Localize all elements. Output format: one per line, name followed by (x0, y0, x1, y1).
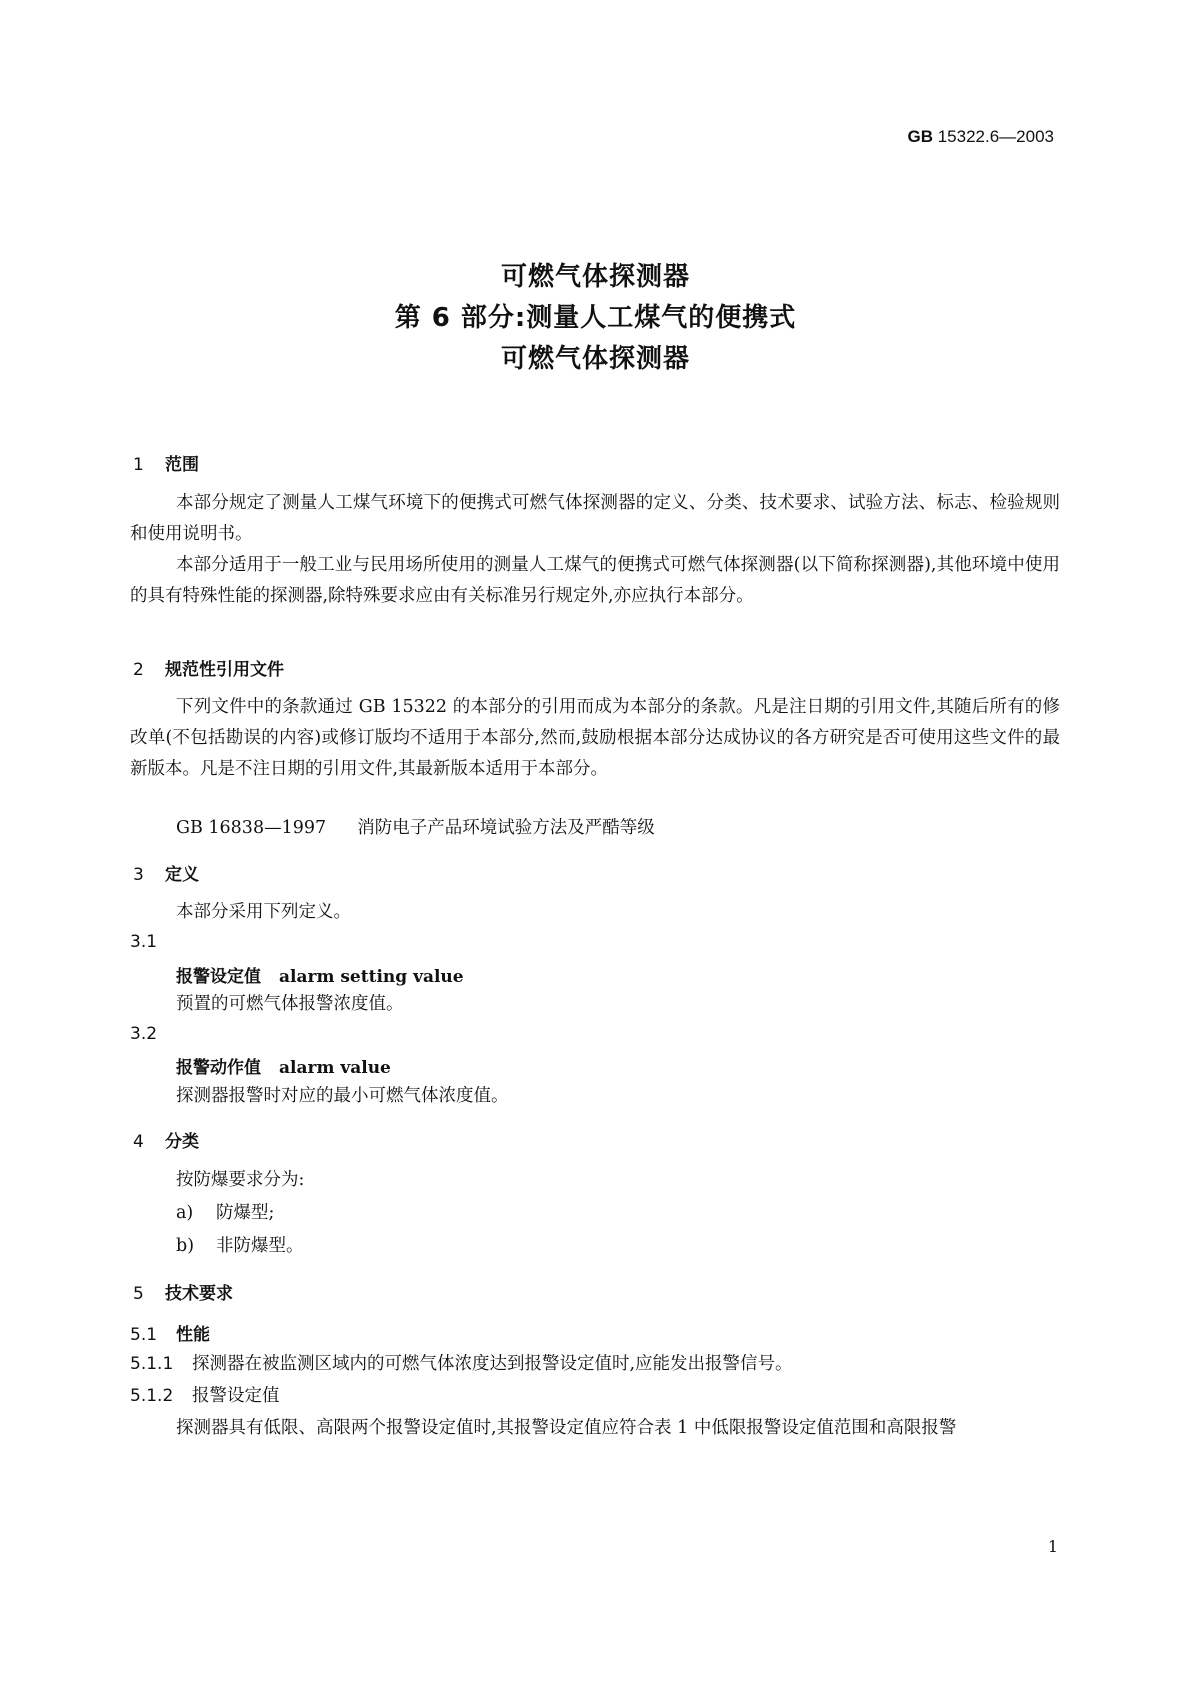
section-number: 3 (133, 865, 144, 885)
list-text: 非防爆型。 (216, 1236, 304, 1256)
subsection-number: 5.1 (130, 1325, 158, 1345)
section-1-paragraph-1: 本部分规定了测量人工煤气环境下的便携式可燃气体探测器的定义、分类、技术要求、试验方法、标志、检验规则和使用说明书。 (130, 493, 1060, 544)
definition-3-1-number: 3.1 (130, 932, 158, 952)
title-line-2: 第 6 部分:测量人工煤气的便携式 (394, 303, 797, 333)
clause-title: 报警设定值 (192, 1386, 280, 1406)
clause-number: 5.1.1 (130, 1354, 174, 1374)
reference-title: 消防电子产品环境试验方法及严酷等级 (357, 818, 655, 838)
clause-5-1-1 (130, 1348, 793, 1380)
section-5-heading (133, 1279, 233, 1304)
term-english: alarm value (279, 1058, 391, 1078)
section-title: 范围 (165, 455, 199, 475)
section-3-paragraph-1: 本部分采用下列定义。 (176, 902, 351, 922)
section-title: 分类 (165, 1132, 199, 1152)
term-chinese: 报警动作值 (176, 1058, 261, 1078)
subsection-title: 性能 (176, 1325, 210, 1345)
section-title: 定义 (165, 865, 199, 885)
section-3-heading (133, 860, 199, 885)
clause-text: 探测器在被监测区域内的可燃气体浓度达到报警设定值时,应能发出报警信号。 (192, 1354, 793, 1374)
list-text: 防爆型; (216, 1203, 275, 1223)
page-number: 1 (1047, 1537, 1058, 1556)
subsection-5-1-heading (130, 1320, 210, 1345)
normative-reference (176, 812, 655, 844)
section-title: 技术要求 (165, 1284, 233, 1304)
title-line-3: 可燃气体探测器 (500, 344, 690, 374)
section-title: 规范性引用文件 (165, 660, 284, 680)
standard-code-prefix: GB (907, 127, 933, 146)
list-item-a (176, 1197, 274, 1229)
title-line-1: 可燃气体探测器 (500, 262, 690, 292)
definition-3-1-description: 预置的可燃气体报警浓度值。 (176, 994, 404, 1014)
section-number: 2 (133, 660, 144, 680)
standard-code (907, 127, 1054, 147)
section-1-paragraph-2: 本部分适用于一般工业与民用场所使用的测量人工煤气的便携式可燃气体探测器(以下简称探测器),其他环境中使用的具有特殊性能的探测器,除特殊要求应由有关标准另行规定外,亦应执行本部分。 (130, 555, 1060, 606)
definition-3-2-term (176, 1053, 391, 1078)
term-chinese: 报警设定值 (176, 967, 261, 987)
section-2-heading (133, 655, 284, 680)
section-1-heading (133, 450, 199, 475)
list-marker: b) (176, 1236, 195, 1256)
clause-number: 5.1.2 (130, 1386, 174, 1406)
list-item-b (176, 1230, 304, 1262)
reference-code: GB 16838—1997 (176, 818, 327, 838)
definition-3-1-term (176, 962, 464, 987)
definition-3-2-description: 探测器报警时对应的最小可燃气体浓度值。 (176, 1086, 509, 1106)
clause-5-1-2-text: 探测器具有低限、高限两个报警设定值时,其报警设定值应符合表 1 中低限报警设定值范围和高限报警 (176, 1418, 957, 1438)
list-marker: a) (176, 1203, 194, 1223)
section-number: 5 (133, 1284, 144, 1304)
section-number: 1 (133, 455, 144, 475)
section-4-heading (133, 1127, 199, 1152)
definition-3-2-number: 3.2 (130, 1024, 158, 1044)
term-english: alarm setting value (279, 967, 464, 987)
section-4-paragraph-1: 按防爆要求分为: (176, 1170, 305, 1190)
section-2-paragraph-1: 下列文件中的条款通过 GB 15322 的本部分的引用而成为本部分的条款。凡是注日期的引用文件,其随后所有的修改单(不包括勘误的内容)或修订版均不适用于本部分,然而,鼓励根据本部分达成协议的各方研究是否可使用这些文件的最新版本。凡是不注日期的引用文件,其最新版本适用于本部分。 (130, 697, 1060, 779)
standard-code-number: 15322.6—2003 (937, 127, 1054, 146)
section-number: 4 (133, 1132, 144, 1152)
clause-5-1-2-heading (130, 1380, 280, 1412)
